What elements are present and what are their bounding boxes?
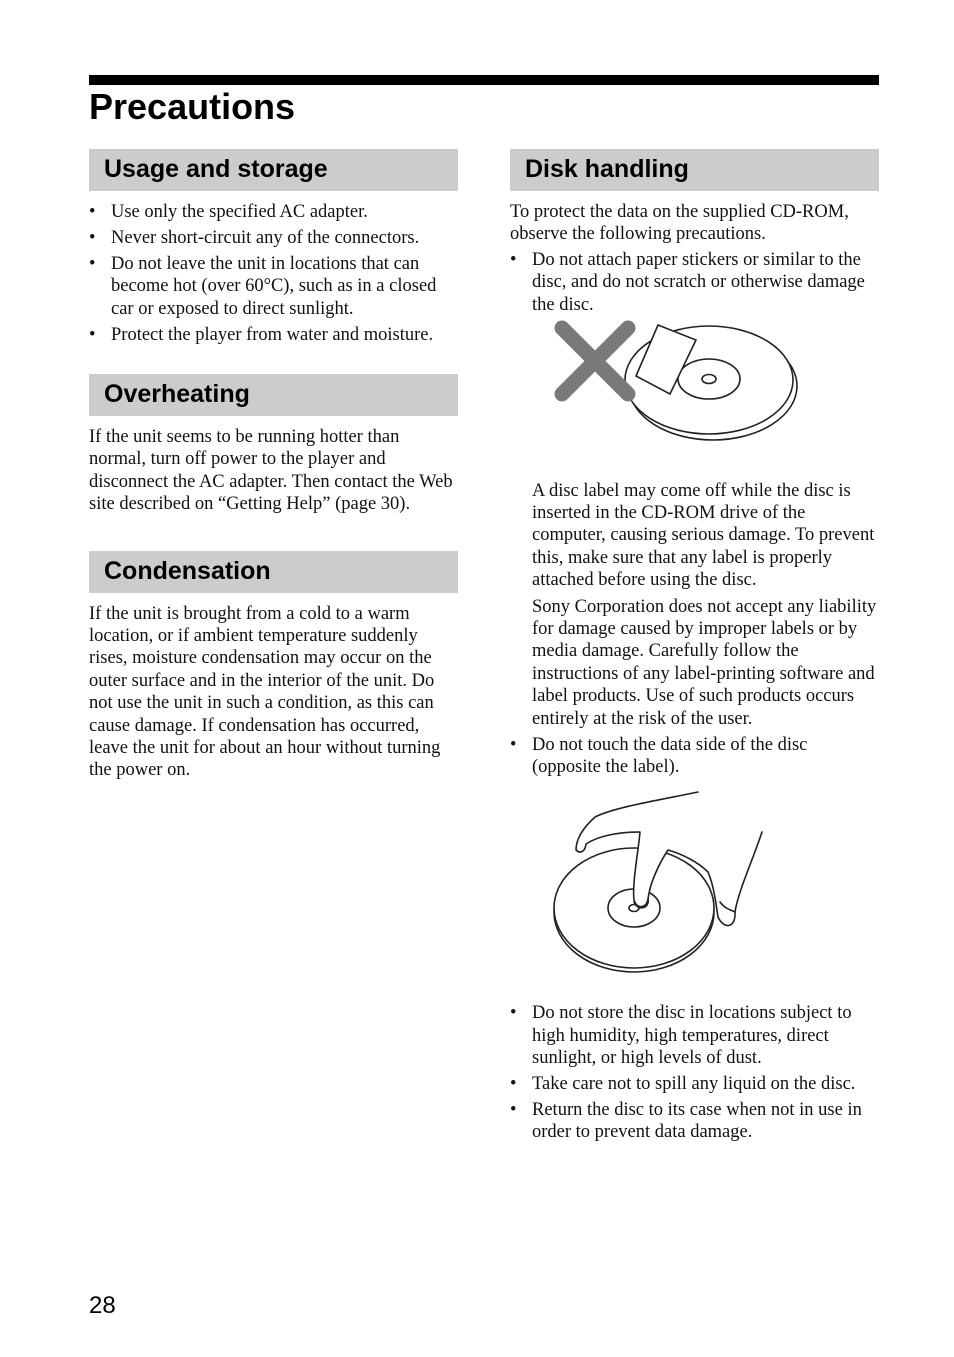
disk-handling-list-2 bbox=[510, 734, 879, 779]
overheating-section bbox=[89, 374, 458, 516]
list-item: • Return the disc to its case when not in use in order to prevent data damage. bbox=[510, 1099, 879, 1144]
disk-handling-list-1 bbox=[510, 249, 879, 316]
list-item: • Do not store the disc in locations subject to high humidity, high temperatures, direct sunlight, or high levels of dust. bbox=[510, 1002, 879, 1069]
condensation-section bbox=[89, 551, 458, 782]
overheating-heading: Overheating bbox=[89, 374, 458, 416]
disk-handling-list-3 bbox=[510, 1002, 879, 1143]
list-item: • Use only the specified AC adapter. bbox=[89, 201, 458, 223]
list-item: • Do not attach paper stickers or similar to the disc, and do not scratch or otherwise damage the disc. bbox=[510, 249, 879, 316]
overheating-body: If the unit seems to be running hotter than normal, turn off power to the player and disconnect the AC adapter. Then contact the Web site described on “Getting Help” (page 30). bbox=[89, 426, 453, 515]
condensation-body: If the unit is brought from a cold to a warm location, or if ambient temperature suddenly rises, moisture condensation may occur on the outer surface and in the interior of the unit. Do not use the unit in such a condition, as this can cause damage. If condensation has occurred, leave the unit for about an hour without turning the power on. bbox=[89, 603, 441, 781]
top-rule bbox=[89, 75, 879, 85]
disk-handling-heading: Disk handling bbox=[510, 149, 879, 191]
usage-storage-section bbox=[89, 149, 458, 346]
list-item: • Protect the player from water and moisture. bbox=[89, 324, 458, 346]
disc-sticker-icon bbox=[510, 320, 879, 480]
disk-handling-notes bbox=[510, 480, 879, 730]
condensation-heading: Condensation bbox=[89, 551, 458, 593]
list-item: • Do not touch the data side of the disc (opposite the label). bbox=[510, 734, 879, 779]
list-item: • Do not leave the unit in locations that can become hot (over 60°C), such as in a closed car or exposed to direct sunlight. bbox=[89, 253, 458, 320]
usage-storage-list bbox=[89, 201, 458, 346]
right-column bbox=[510, 149, 879, 1147]
disk-handling-section bbox=[510, 149, 879, 1144]
hand-touching-disc-icon bbox=[510, 782, 879, 1002]
label-warning-note: A disc label may come off while the disc is inserted in the CD-ROM drive of the computer, causing serious damage. To prevent this, make sure that any label is properly attached before using the disc. bbox=[532, 480, 875, 591]
usage-storage-heading: Usage and storage bbox=[89, 149, 458, 191]
page-title: Precautions bbox=[89, 86, 296, 127]
disk-handling-intro: To protect the data on the supplied CD-ROM, observe the following precautions. bbox=[510, 202, 849, 245]
list-item: • Never short-circuit any of the connectors. bbox=[89, 227, 458, 249]
left-column bbox=[89, 149, 458, 782]
list-item: • Take care not to spill any liquid on the disc. bbox=[510, 1073, 879, 1095]
page-number: 28 bbox=[89, 1292, 116, 1319]
liability-note: Sony Corporation does not accept any liability for damage caused by improper labels or by media damage. Carefully follow the instructions of any label-printing software and label products. Use of such products occurs entirely at the risk of the user. bbox=[532, 596, 877, 729]
